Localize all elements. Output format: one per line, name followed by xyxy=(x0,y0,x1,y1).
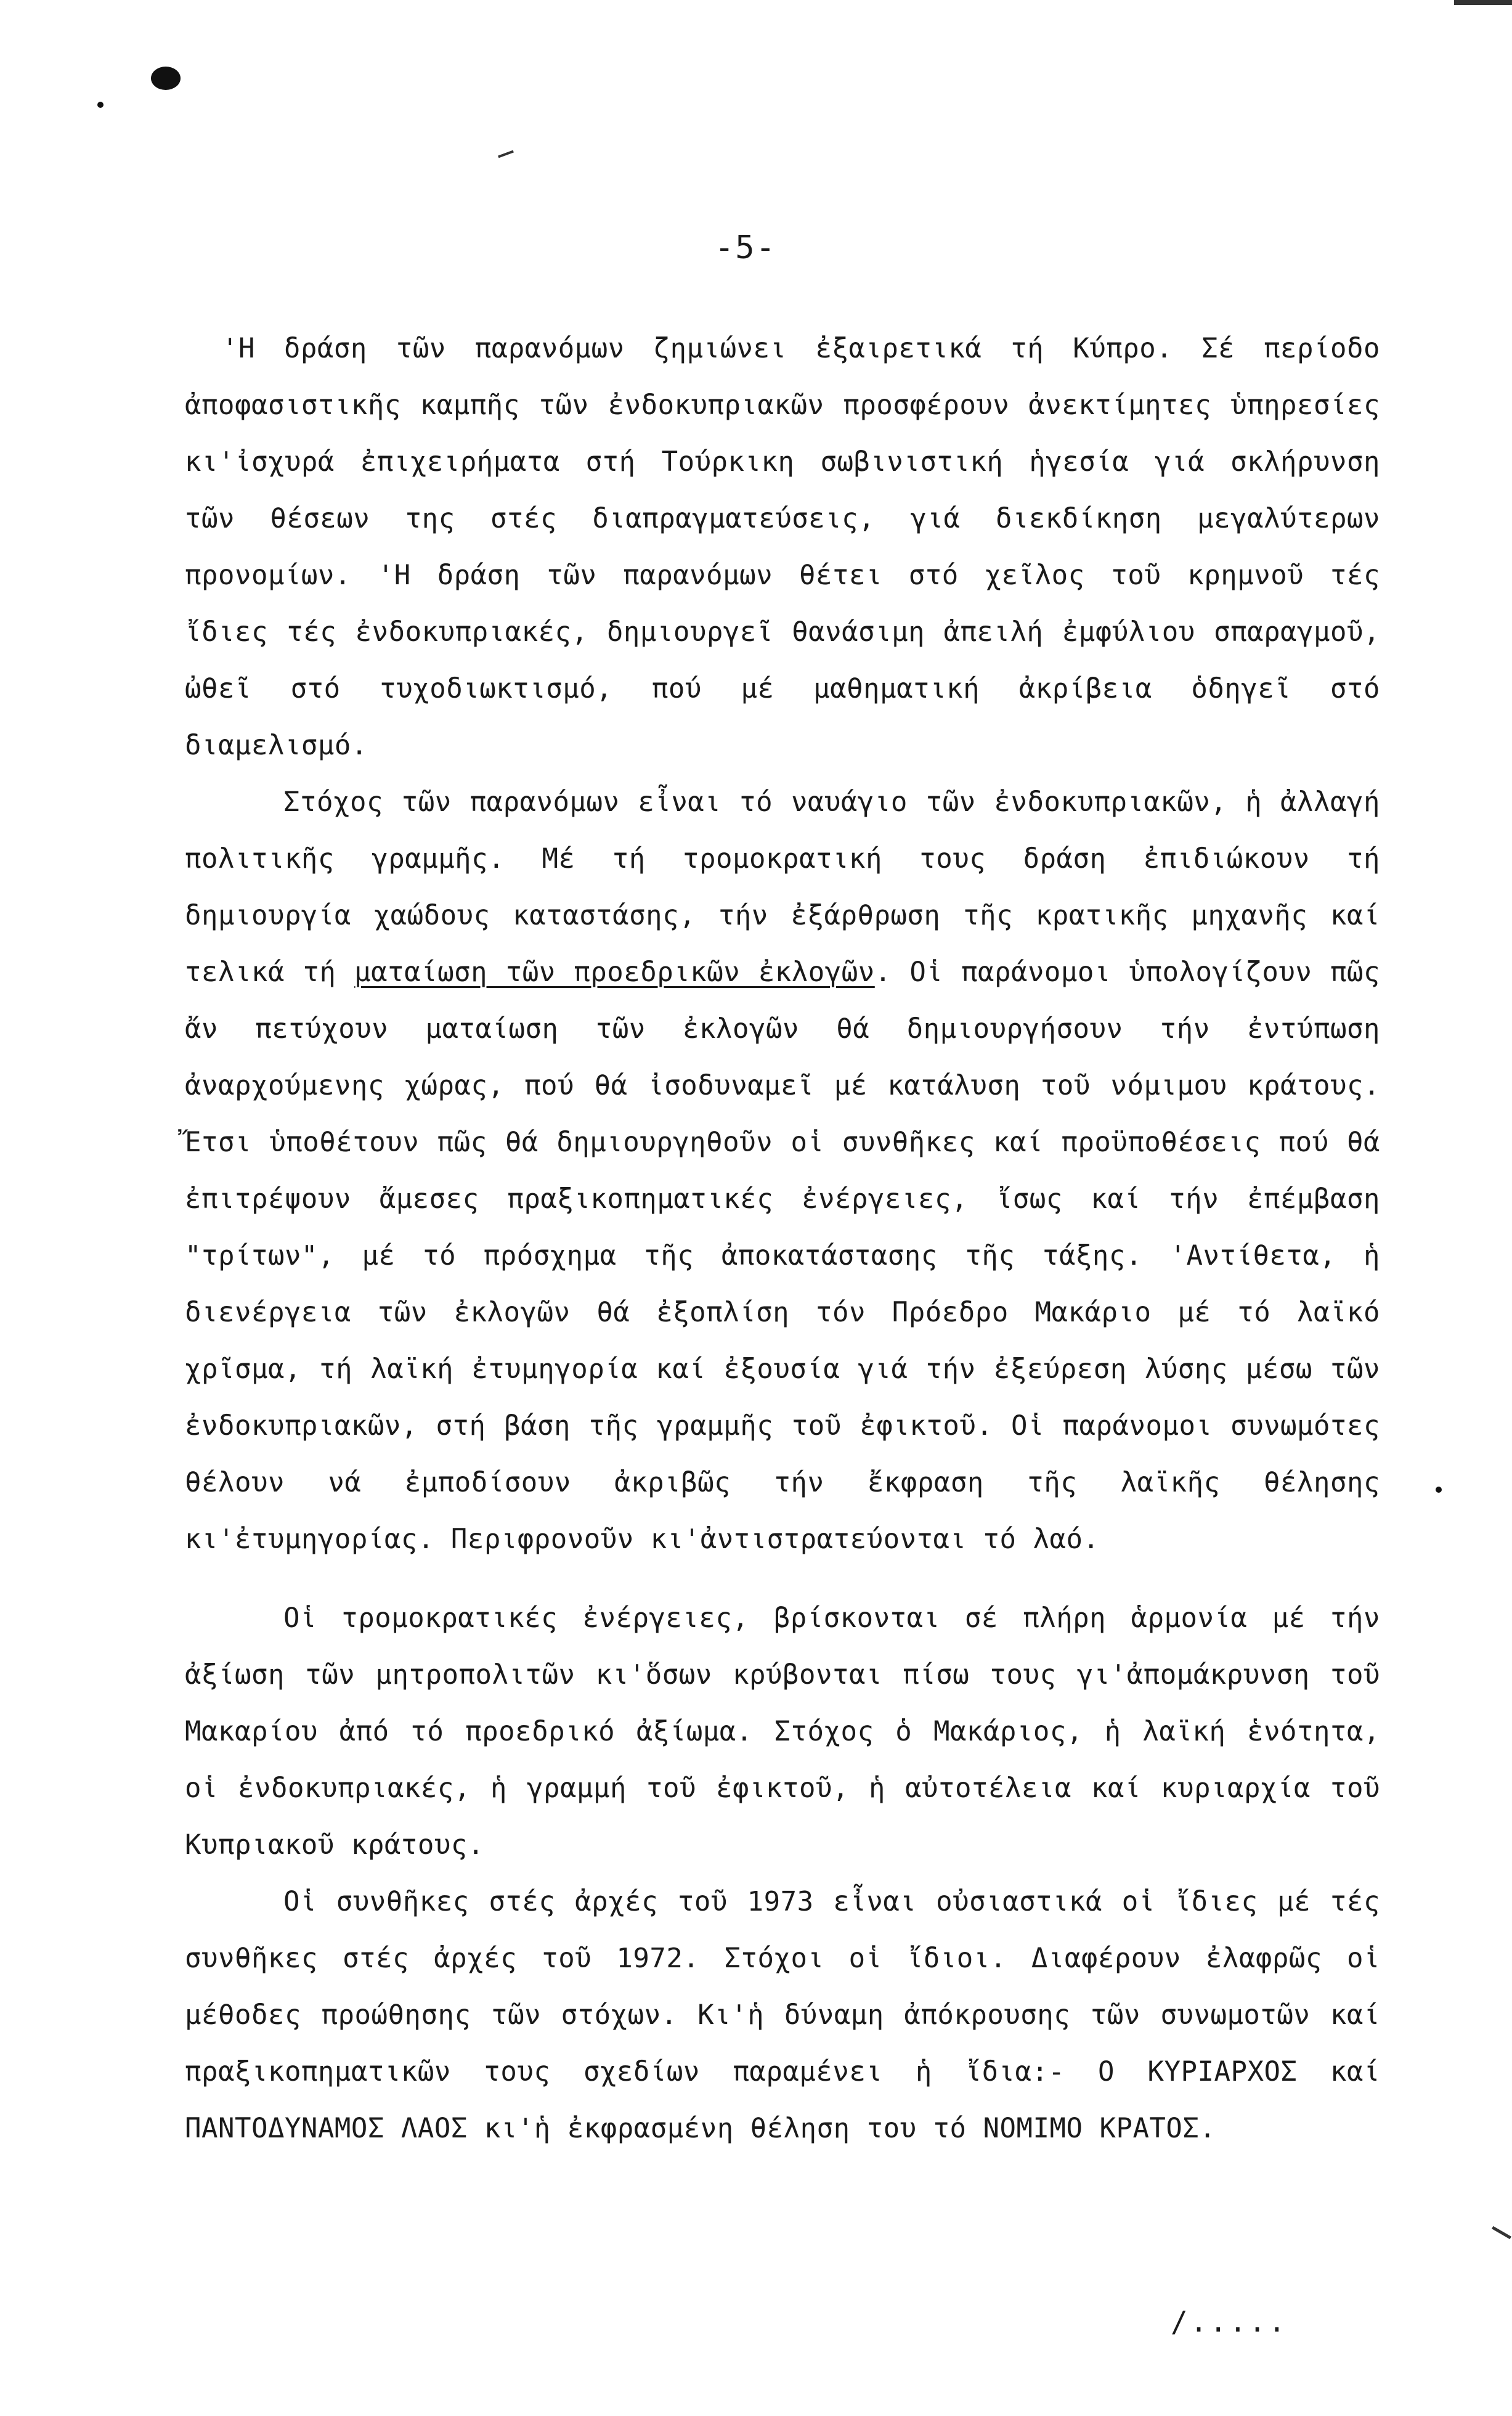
document-body xyxy=(185,320,1380,2157)
paragraph-text: . Οἱ παράνομοι ὑπολογίζουν πῶς ἄν πετύχουν ματαίωση τῶν ἐκλογῶν θά δημιουργήσουν τήν ἐντύπωση ἀναρχούμενης χώρας, πού θά ἰσοδυναμεῖ μέ κατάλυση τοῦ νόμιμου κράτους. Ἔτσι ὑποθέτουν πῶς θά δημιουργηθοῦν οἱ συνθῆκες καί προϋποθέσεις πού θά ἐπιτρέψουν ἄμεσες πραξικοπηματικές ἐνέργειες, ἴσως καί τήν ἐπέμβαση "τρίτων", μέ τό πρόσχημα τῆς ἀποκατάστασης τῆς τάξης. 'Αντίθετα, ἡ διενέργεια τῶν ἐκλογῶν θά ἐξοπλίση τόν Πρόεδρο Μακάριο μέ τό λαϊκό χρῖσμα, τή λαϊκή ἐτυμηγορία καί ἐξουσία γιά τήν ἐξεύρεση λύσης μέσω τῶν ἐνδοκυπριακῶν, στή βάση τῆς γραμμῆς τοῦ ἐφικτοῦ. Οἱ παράνομοι συνωμότες θέλουν νά ἐμποδίσουν ἀκριβῶς τήν ἔκφραση τῆς λαϊκῆς θέλησης κι'ἐτυμηγορίας. Περιφρονοῦν κι'ἀντιστρατεύονται τό λαό. xyxy=(185,957,1380,1555)
paragraph: 'Η δράση τῶν παρανόμων ζημιώνει ἐξαιρετικά τή Κύπρο. Σέ περίοδο ἀποφασιστικῆς καμπῆς τῶν ἐνδοκυπριακῶν προσφέρουν ἀνεκτίμητες ὑπηρεσίες κι'ἰσχυρά ἐπιχειρήματα στή Τούρκικη σωβινιστική ἡγεσία γιά σκλήρυνση τῶν θέσεων της στές διαπραγματεύσεις, γιά διεκδίκηση μεγαλύτερων προνομίων. 'Η δράση τῶν παρανόμων θέτει στό χεῖλος τοῦ κρημνοῦ τές ἴδιες τές ἐνδοκυπριακές, δημιουργεῖ θανάσιμη ἀπειλή ἐμφύλιου σπαραγμοῦ, ὠθεῖ στό τυχοδιωκτισμό, πού μέ μαθηματική ἀκρίβεια ὁδηγεῖ στό διαμελισμό. xyxy=(185,333,1380,761)
paragraph xyxy=(185,774,1380,1568)
continuation-mark: /..... xyxy=(1171,2305,1288,2338)
underlined-phrase: ματαίωση τῶν προεδρικῶν ἐκλογῶν xyxy=(354,957,875,988)
ink-speck xyxy=(1436,1487,1442,1493)
scan-edge xyxy=(1454,0,1512,5)
scan-mark xyxy=(498,150,514,158)
paragraph: Οἱ συνθῆκες στές ἀρχές τοῦ 1973 εἶναι οὐσιαστικά οἱ ἴδιες μέ τές συνθῆκες στές ἀρχές τοῦ 1972. Στόχοι οἱ ἴδιοι. Διαφέρουν ἐλαφρῶς οἱ μέθοδες προώθησης τῶν στόχων. Κι'ἡ δύναμη ἀπόκρουσης τῶν συνωμοτῶν καί πραξικοπηματικῶν τους σχεδίων παραμένει ἡ ἴδια:- Ο ΚΥΡΙΑΡΧΟΣ καί ΠΑΝΤΟΔΥΝΑΜΟΣ ΛΑΟΣ κι'ἡ ἐκφρασμένη θέληση του τό ΝΟΜΙΜΟ ΚΡΑΤΟΣ. xyxy=(185,1886,1380,2144)
page-number: -5- xyxy=(715,229,776,266)
ink-blot xyxy=(151,67,181,90)
paragraph: Οἱ τρομοκρατικές ἐνέργειες, βρίσκονται σέ πλήρη ἁρμονία μέ τήν ἀξίωση τῶν μητροπολιτῶν κι'ὅσων κρύβονται πίσω τους γι'ἀπομάκρυνση τοῦ Μακαρίου ἀπό τό προεδρικό ἀξίωμα. Στόχος ὁ Μακάριος, ἡ λαϊκή ἑνότητα, οἱ ἐνδοκυπριακές, ἡ γραμμή τοῦ ἐφικτοῦ, ἡ αὐτοτέλεια καί κυριαρχία τοῦ Κυπριακοῦ κράτους. xyxy=(185,1602,1380,1861)
scan-mark xyxy=(1492,2226,1511,2239)
ink-speck xyxy=(97,102,104,108)
paragraph-text: Στόχος τῶν παρανόμων εἶναι τό ναυάγιο τῶν ἐνδοκυπριακῶν, ἡ ἀλλαγή πολιτικῆς γραμμῆς. Μέ τή τρομοκρατική τους δράση ἐπιδιώκουν τή δημιουργία χαώδους καταστάσης, τήν ἐξάρθρωση τῆς κρατικῆς μηχανῆς καί τελικά τή xyxy=(185,786,1380,988)
